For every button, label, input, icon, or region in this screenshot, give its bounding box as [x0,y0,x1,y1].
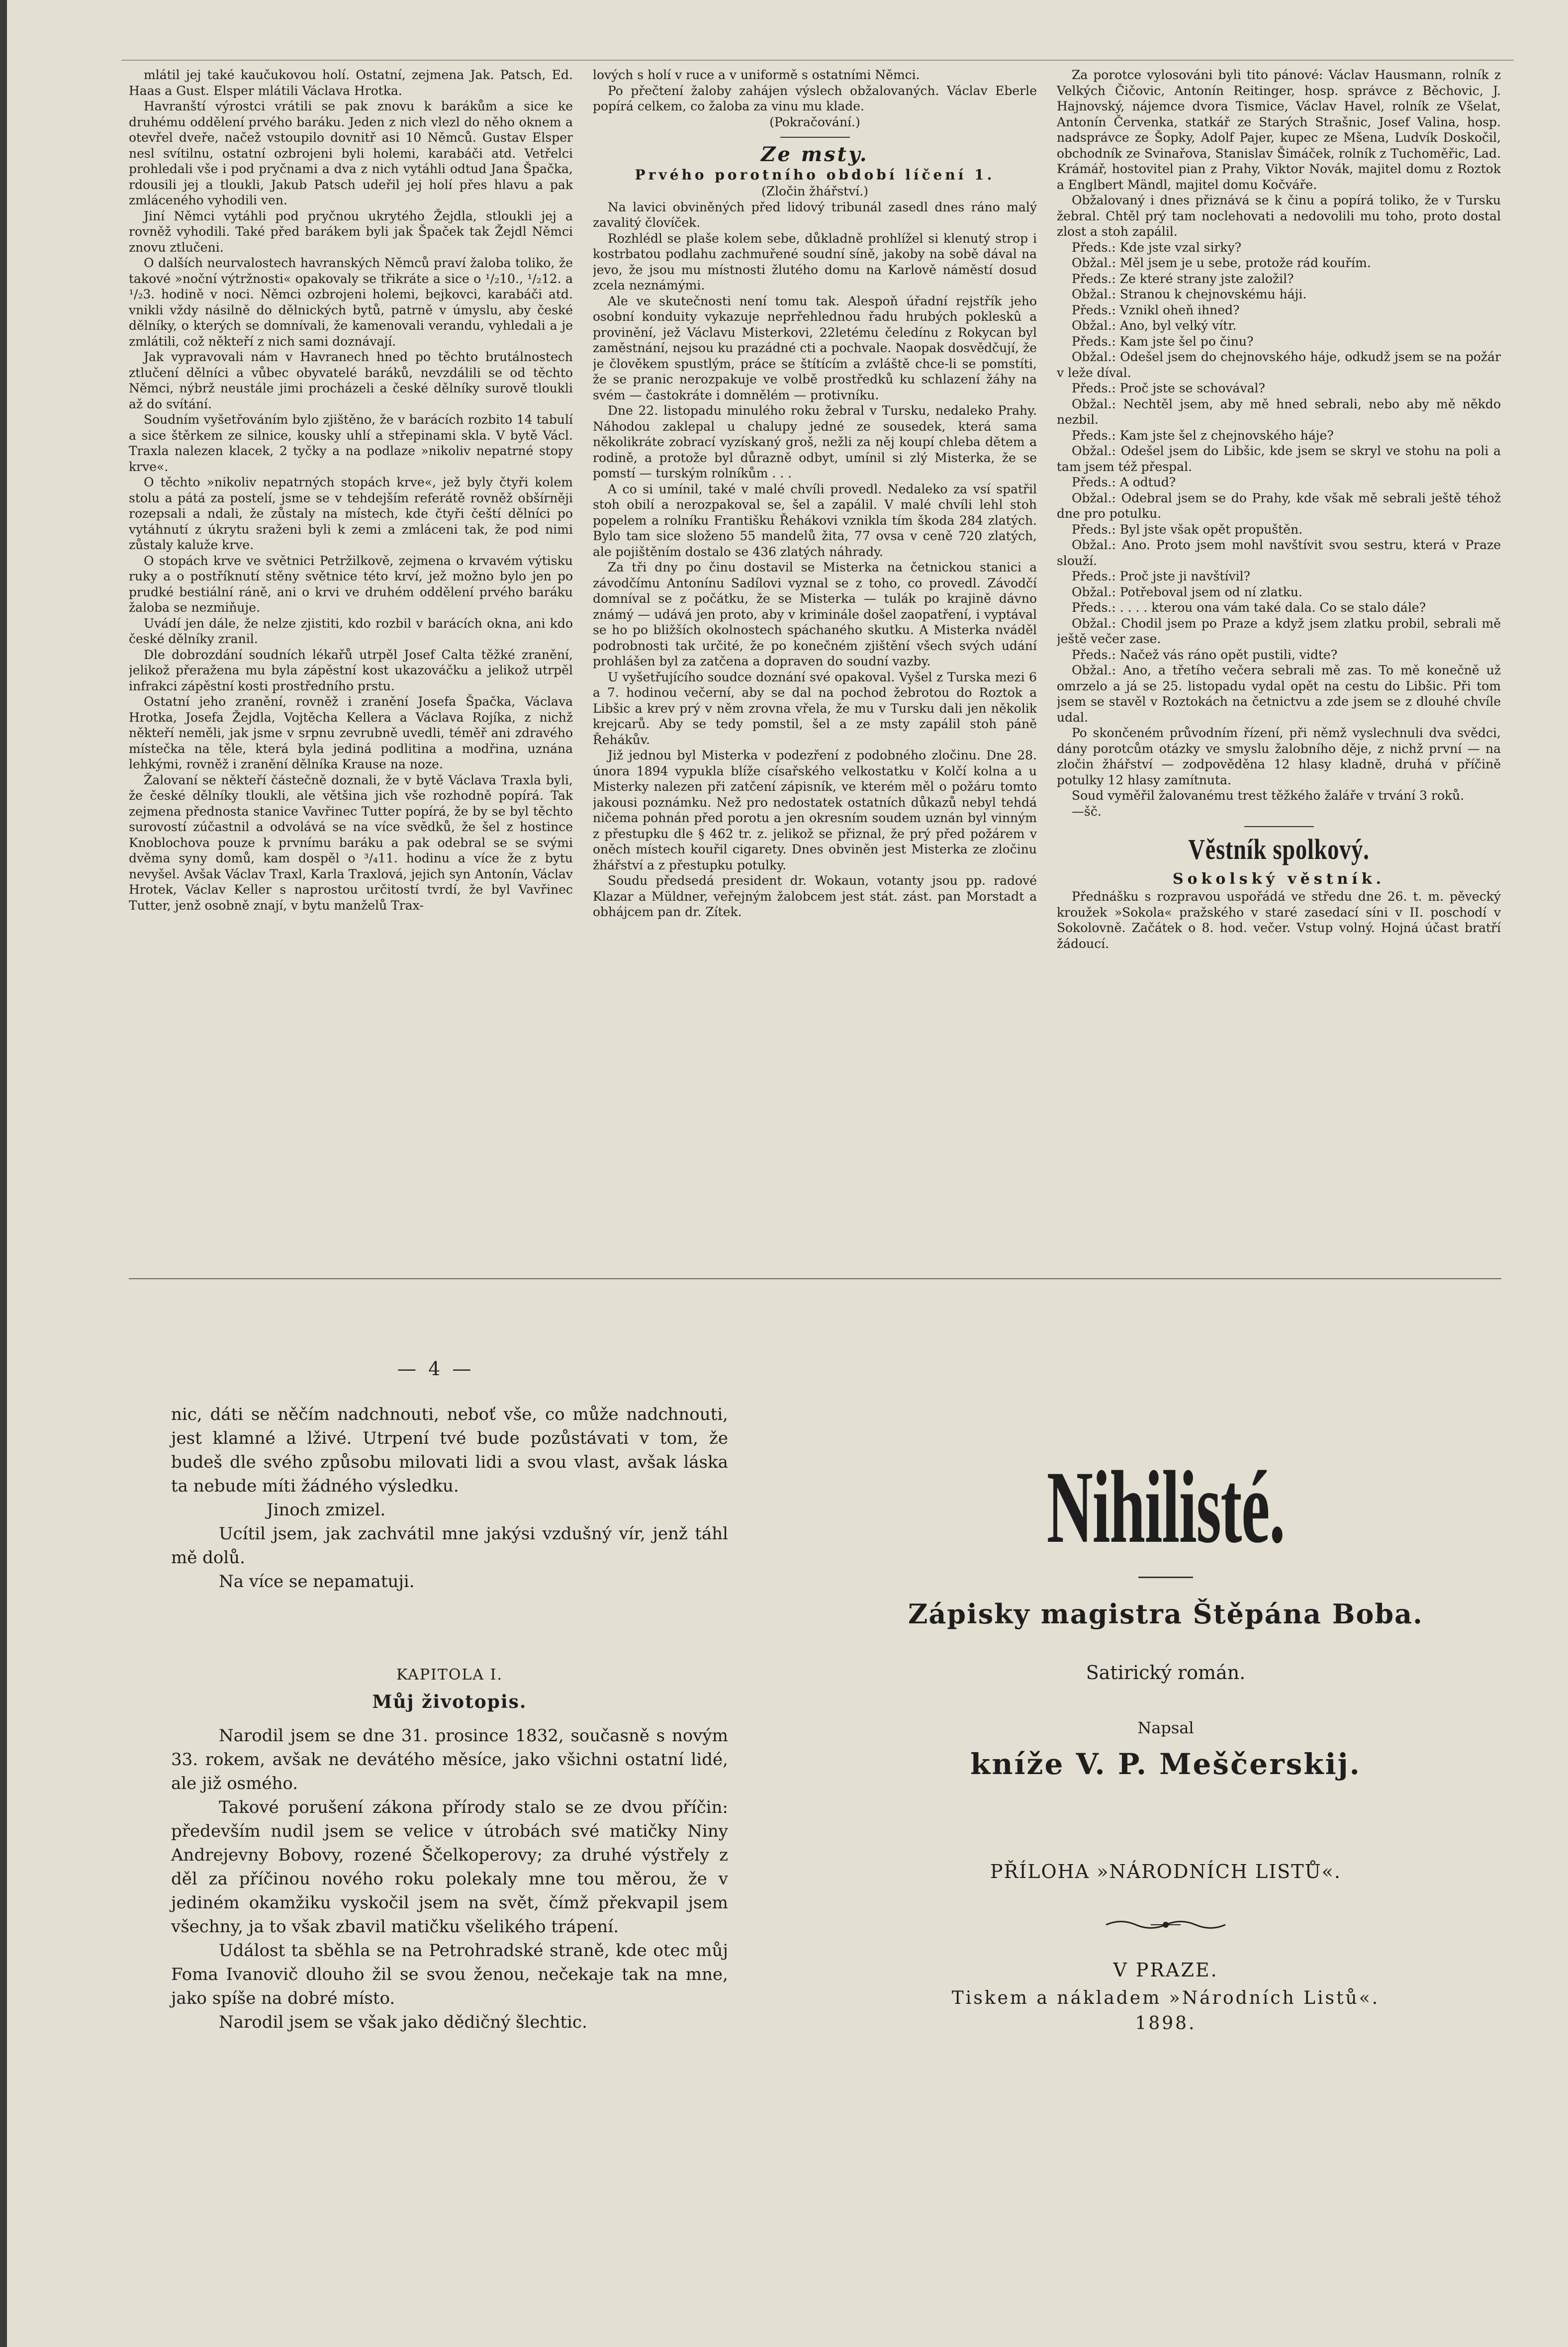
verdict-paragraph: —šč. [1072,804,1102,819]
verdict-paragraph: Po skončeném průvodním řízení, při němž vyslechnuli dva svědci, dány porotcům otázky ve smyslu žalobního děje, z nichž první — na zločin žhářství — zodpověděna 12 hlasy kladně, druhá v příčině potulky 12 hlasy zamítnuta. [1057,726,1501,787]
col2-paragraph: Po přečtení žaloby zahájen výslech obžalovaných. Václav Eberle popírá celkem, co žaloba za vinu mu klade. [593,83,1037,113]
supplement-note: PŘÍLOHA »NÁRODNÍCH LISTŮ«. [990,1861,1341,1882]
novel-paragraph: Ucítil jsem, jak zachvátil mne jakýsi vzdušný vír, jenž táhl mě dolů. [171,1524,728,1568]
article-paragraph: U vyšetřujícího soudce doznání své opakoval. Vyšel z Turska mezi 6 a 7. hodinou večerní, aby se dal na pochod žebrotou do Roztok a Libšic a krev prý v něm zrovna vřela, že mu v Tursku dali jen několik krejcarů. Aby se tedy pomstil, šel a ze msty zapálil stoh páně Řehákův. [593,669,1037,747]
book-title: Nihilisté. [1046,1450,1285,1564]
page-number: — 4 — [397,1358,474,1380]
dialog-line: Předs.: Byl jste však opět propuštěn. [1072,522,1303,537]
chapter-paragraph: Takové porušení zákona přírody stalo se ze dvou příčin: především nudil jsem se velice v útrobách své matičky Niny Andrejevny Bobovy, rozené Ščelkoperovy; za druhé výstřely z děl za příčinou nového roku polekaly mne tou měrou, že v jediném okamžiku vyskočil jsem na svět, čímž překvapil jsem všechny, ja to však zbavil matičku všelikého trápení. [171,1797,728,1937]
article-paragraph: Ale ve skutečnosti není tomu tak. Alespoň úřadní rejstřík jeho osobní konduity vykazuje neprřehlednou řadu hrubých pokleskû a provinění, jež Václavu Misterkovi, 22letému čeledínu z Rokycan byl zaměstnání, nejsou ku prazádné cti a pochvale. Naopak dosvědčují, že je člověkem spustlým, práce se štítícím a zvláště chce-li se pomstíti, že se pranic nerozpakuje ve volbě prostředků ku schlazení žáhy na svém — častokráte i domnělém — protivníku. [593,293,1037,402]
chapter-label: KAPITOLA I. [396,1666,503,1684]
dialog-line: Předs.: Vznikl oheň ihned? [1072,302,1240,317]
section-rule [780,137,850,138]
article-subsubheading: (Zločin žhářství.) [761,184,869,198]
imprint-year: 1898. [1135,2013,1197,2034]
chapter-paragraph: Narodil jsem se však jako dědičný šlechtic. [219,2012,587,2032]
book-author: kníže V. P. Meščerskij. [970,1747,1361,1781]
article-subheading: Prvého porotního období líčení 1. [635,167,995,183]
verdict-paragraphs [1057,725,1501,819]
article-paragraph: Dne 22. listopadu minulého roku žebral v Tursku, nedaleko Prahy. Náhodou zaklepal u chalupy jedné ze sousedek, která sama několikráte zobrací vyzískaný groš, nežli za něj koupí chleba dětem a rodině, a protože byl důrazně odbyt, umínil si zlý Misterka, že se pomstí — turským rolníkům . . . [593,403,1037,480]
column-3 [1057,67,1501,1241]
article-paragraph: A co si umínil, také v malé chvíli provedl. Nedaleko za vsí spatřil stoh obilí a nerozpakoval se, šel a zapálil. V malé chvíli lehl stoh popelem a rolníku Františku Řehákovi vznikla tím škoda 284 zlatých. Bylo tam sice složeno 55 mandelů žita, 77 ovsa v ceně 720 zlatých, ale pojištěním dostalo se 436 zlatých náhrady. [593,481,1037,559]
col1-paragraph: Ostatní jeho zranění, rovněž i zranění Josefa Špačka, Václava Hrotka, Josefa Žejdla, Vojtěcha Kellera a Václava Rojíka, z nichž někteří neměli, jak jsme v srpnu zevrubně uvedli, téměř ani zdravého místečka na těle, která byla jediná podlitina a modřina, uznána lehkými, rovněž i zranění dělníka Krause na noze. [129,694,573,771]
jury-paragraph: Obžalovaný i dnes přiznává se k činu a popírá toliko, že v Tursku žebral. Chtěl prý tam noclehovati a nedovolili mu toho, proto dostal zlost a stoh zapálil. [1057,193,1501,239]
col2-continuation: lových s holí v ruce a v uniformě s ostatními Němci. [593,68,920,82]
jury-paragraph: Za porotce vylosováni byli tito pánové: Václav Hausmann, rolník z Velkých Čičovic, Antonín Reitinger, hosp. správce z Běchovic, J. Hajnovský, nájemce dvora Tismice, Václav Havel, rolník ze Všelat, Antonín Červenka, statkář ze Starých Strašnic, Josef Valina, hosp. nadsprávce ze Šopky, Adolf Pajer, kupec ze Mšena, Ludvík Doskočil, obchodník ze Svinařova, Stanislav Šimáček, rolník z Tuchoměřic, Lad. Krámář, hostovitel pian z Prahy, Viktor Novák, majitel domu z Roztok a Englbert Mändl, majitel domu Kočváře. [1057,68,1501,192]
jury-paragraphs [1057,67,1501,240]
dialog-line: Předs.: Kam jste šel z chejnovského háje? [1072,428,1334,443]
col1-paragraph: Jak vypravovali nám v Havranech hned po těchto brutálnostech ztlučení dělníci a vůbec obyvatelé baráků, nevzdálili se od těchto Němci, nýbrž neustále jimi procházeli a české dělníky surově tloukli až do svítání. [129,350,573,411]
dialog-line: Předs.: Proč jste ji navštívil? [1072,569,1251,583]
chapter-title: Můj životopis. [372,1691,527,1712]
imprint-printer: Tiskem a nákladem »Národních Listů«. [951,1988,1380,2008]
article-paragraph: Soudu předsedá president dr. Wokaun, votanty jsou pp. radové Klazar a Müldner, veřejným žalobcem jest stát. zást. pan Morstadt a obhájcem pan dr. Zítek. [593,873,1037,919]
column-1 [129,67,573,1241]
dialog-line: Obžal.: Měl jsem je u sebe, protože rád kouřím. [1072,256,1371,270]
article-body [593,199,1037,920]
col1-paragraph: Jiní Němci vytáhli pod pryčnou ukrytého Žejdla, stloukli jej a rovněž vyhodili. Také před barákem byli jak Špaček tak Žejdl Němci znovu ztlučeni. [129,208,573,255]
book-genre: Satirický román. [1086,1662,1246,1684]
dialog-line: Předs.: Načež vás ráno opět pustili, vidte? [1072,647,1338,662]
dialog-line: Obžal.: Ano. Proto jsem mohl navštívit svou sestru, která v Praze slouží. [1057,538,1501,568]
upper-columns [129,67,1501,1241]
col1-paragraph: Dle dobrozdání soudních lékařů utrpěl Josef Calta těžké zranění, jelikož přeražena mu byla zápěstní kost ukazováčku a jelikož utrpěl infrakci zápěstní kosti prostředního prstu. [129,647,573,693]
dialog-line: Obžal.: Chodil jsem po Praze a když jsem zlatku probil, sebrali mě ještě večer zase. [1057,616,1501,646]
novel-paragraph: Na více se nepamatuji. [219,1572,415,1592]
col2-continued-note: (Pokračování.) [769,114,860,129]
dialog-line: Obžal.: Odebral jsem se do Prahy, kde však mě sebrali ještě téhož dne pro potulku. [1057,490,1501,521]
chapter-paragraph: Narodil jsem se dne 31. prosince 1832, současně s novým 33. rokem, avšak ne devátého měsíce, jako všichni ostatní lidé, ale již osmého. [171,1726,728,1793]
vestnik-heading: Věstník spolkový. [1188,833,1370,865]
dialog-line: Obžal.: Potřeboval jsem od ní zlatku. [1072,584,1302,599]
col1-paragraph: Žalovaní se někteří částečně doznali, že v bytě Václava Traxla byli, že české dělníky tloukli, ale většina jich vše rozhodně popírá. Tak zejmena přednosta stanice Vavřinec Tutter popírá, že by se byl těchto surovostí zúčastnil a odvolává se na více svědků, že šel z hostince Knoblochova pouze k prvnímu baráku a pak odebral se se svými dvěma syny domů, kam dospěl o ³/₄11. hodinu a více že z bytu nevyšel. Avšak Václav Traxl, Karla Traxlová, jejich syn Antonín, Václav Hrotek, Václav Keller s naprostou určitostí tvrdí, že byl Vavřinec Tutter, jenž osobně znají, v bytu manželů Trax- [129,772,573,913]
imprint-city: V PRAZE. [1113,1959,1218,1981]
article-paragraph: Již jednou byl Misterka v podezření z podobného zločinu. Dne 28. února 1894 vypukla blíže císařského velkostatku v Kolčí kolna a u Misterky nalezen při zatčení zápisník, ve kterém měl o požáru tomto jakousi poznámku. Než pro nedostatek ostatních důkazů nebyl tehdá ničema pohnán před porotu a jen okresním soudem uznán byl vinným z přestupku dle § 462 tr. z. jelikož se přiznal, že prý před požárem v oněch místech kouřil cigarety. Dnes obviněn jest Misterka ze zločinu žhářství a z přestupku potulky. [593,748,1037,872]
novel-paragraph: Jinoch zmizel. [267,1500,386,1520]
col1-paragraph: Havranští výrostci vrátili se pak znovu k barákům a sice ke druhému oddělení prvého baráku. Jeden z nich vlezl do něho oknem a otevřel dveře, načež vstoupilo dovnitř asi 10 Němců. Gustav Elsper nesl svítilnu, ostatní ozbrojeni byli holemi, karabáči atd. Vetřelci prohledali vše i pod pryčnami a dva z nich vytáhli odtud Jana Špačka, rdousili jej a tloukli, Jakub Patsch udeřil jej holí přes hlavu a pak zmláceného vyhodili ven. [129,99,573,207]
dialog-line: Předs.: Ze které strany jste založil? [1072,271,1294,286]
dialog-line: Obžal.: Ano, byl velký vítr. [1072,318,1237,333]
dialog-line: Předs.: Kde jste vzal sirky? [1072,240,1242,255]
dialog-line: Předs.: . . . . kterou ona vám také dala. Co se stalo dále? [1072,600,1426,615]
col1-paragraph: O dalších neurvalostech havranských Němců praví žaloba toliko, že takové »noční výtržnosti« opakovaly se třikráte a sice o ¹/₂10., ¹/₂12. a ¹/₂3. hodině v noci. Němci ozbrojeni holemi, bejkovci, karabáči atd. vnikli vždy násilně do dělnických bytů, patrně v úmyslu, aby české dělníky, o kterých se domnívali, že kamenovali verandu, vyhledali a je zmlátili, což někteří z nich sami doznávají. [129,256,573,349]
dialog-line: Obžal.: Odešel jsem do Libšic, kde jsem se skryl ve stohu na poli a tam jsem též přespal. [1057,444,1501,474]
novel-text [171,1403,728,2034]
col1-paragraph: Soudním vyšetřováním bylo zjištěno, že v barácích rozbito 14 tabulí a sice štěrkem ze silnice, kousky uhlí a střepinami skla. V bytě Václ. Traxla nalezen klacek, 2 tyčky a na podlaze »nikoliv nepatrné stopy krve«. [129,412,573,474]
article-heading: Ze msty. [761,143,869,166]
article-paragraph: Na lavici obviněných před lidový tribunál zasedl dnes ráno malý zavalitý človíček. [593,199,1037,230]
fold-divider [129,1278,1501,1279]
sokol-paragraph: Přednášku s rozpravou uspořádá ve středu dne 26. t. m. pěvecký kroužek »Sokola« pražského v staré zasedací síni v II. poschodí v Sokolovně. Začátek o 8. hod. večer. Vstup volný. Hojná účast bratří žádoucí. [1057,889,1501,951]
title-page [872,1442,1459,2034]
dialog-line: Předs.: Kam jste šel po činu? [1072,334,1254,349]
dialog-line: Předs.: A odtud? [1072,475,1176,489]
col1-paragraph: O stopách krve ve světnici Petržilkově, zejmena o krvavém výtisku ruky a o postříknutí stěny světnice této krví, jež možno bylo jen po prudké bestiální ráně, ani o krvi ve druhém oddělení prvého baráku žaloba se nezmiňuje. [129,553,573,615]
ornament-icon [1101,1917,1230,1932]
court-dialog [1057,240,1501,726]
sokol-heading: Sokolský věstník. [1172,870,1385,888]
dialog-line: Obžal.: Nechtěl jsem, aby mě hned sebrali, nebo aby mě někdo nezbil. [1057,396,1501,427]
dialog-line: Obžal.: Stranou k chejnovskému háji. [1072,287,1307,301]
col1-paragraph: O těchto »nikoliv nepatrných stopách krve«, jež byly čtyři kolem stolu a pátá za postelí, jsme se v tehdejším referátě rovněž obšírněji rozepsali a ndali, že zůstaly na místech, kde čtyři čeští dělníci po vytáhnutí z úkrytu sraženi byli k zemi a zmláceni tak, že pod nimi zůstaly kaluže krve. [129,475,573,552]
article-paragraph: Za tři dny po činu dostavil se Misterka na četnickou stanici a závodčímu Antonínu Sadílovi vyznal se z toho, co provedl. Závodčí domníval se z počátku, že se Misterka — tulák po krajině dávno známý — udává jen proto, aby v kriminále došel zaopatření, i vyptával se ho po bližších okolnostech spáchaného skutku. A Misterka nváděl podrobnosti tak určité, že po konečném zjištění všech svých udání prohlášen byl za zatčena a dopraven do soudní vazby. [593,560,1037,668]
article-paragraph: Rozhlédl se plaše kolem sebe, důkladně prohlížel si klenutý strop i kostrbatou podlahu zachmuřené soudní síně, jakoby na sobě dával na jevo, že jsou mu místnosti žlutého domu na Karlově náměstí dosud zcela neznámými. [593,231,1037,292]
column-2 [593,67,1037,1241]
verdict-paragraph: Soud vyměřil žalovanému trest těžkého žaláře v trvání 3 roků. [1072,788,1465,803]
author-label: Napsal [1137,1718,1194,1737]
novel-paragraph: nic, dáti se něčím nadchnouti, neboť vše, co může nadchnouti, jest klamné a lživé. Utrpení tvé bude pozůstávati v tom, že budeš dle svého způsobu milovati lidi a svou vlast, avšak láska ta nebude míti žádného výsledku. [171,1405,728,1496]
chapter-paragraph: Událost ta sběhla se na Petrohradské straně, kde otec můj Foma Ivanovič dlouho žil se svou ženou, nečekaje tak na mne, jako spíše na dobré místo. [171,1941,728,2008]
col1-paragraph: mlátil jej také kaučukovou holí. Ostatní, zejmena Jak. Patsch, Ed. Haas a Gust. Elsper mlátili Václava Hrotka. [129,68,573,98]
book-subtitle: Zápisky magistra Štěpána Boba. [908,1598,1423,1630]
col1-paragraph: Uvádí jen dále, že nelze zjistiti, kdo rozbil v barácích okna, ani kdo české dělníky zranil. [129,616,573,646]
section-rule [1244,826,1314,827]
dialog-line: Obžal.: Odešel jsem do chejnovského háje, odkudž jsem se na požár v leže díval. [1057,350,1501,380]
title-rule [1138,1577,1193,1578]
dialog-line: Předs.: Proč jste se schovával? [1072,381,1265,395]
dialog-line: Obžal.: Ano, a třetího večera sebrali mě zas. To mě konečně už omrzelo a já se 25. listopadu vydal opět na cestu do Libšic. Při tom jsem se stavěl v Roztokách na četnictvu a zde jsem se z dlouhé chvíle udal. [1057,663,1501,725]
